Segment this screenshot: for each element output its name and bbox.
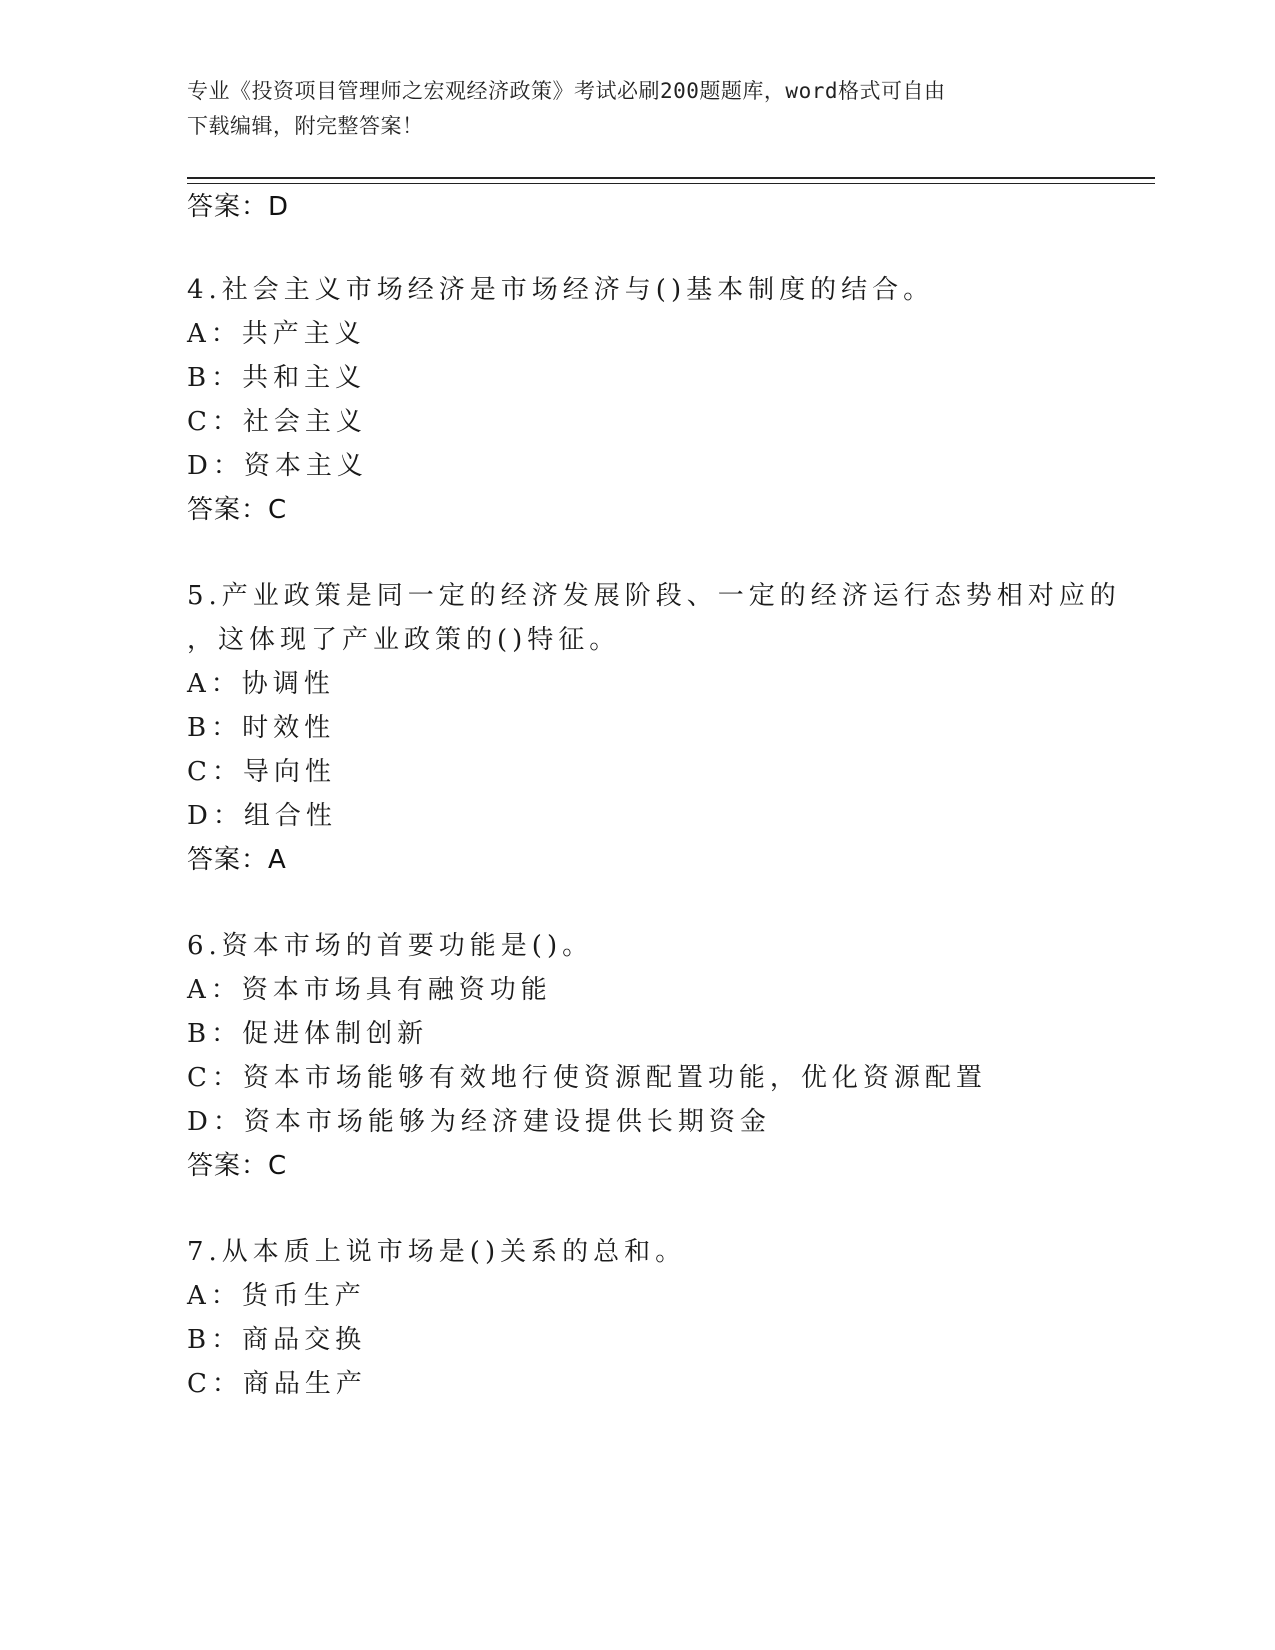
option-a: A：共产主义 [187, 319, 366, 349]
option-d: D：资本市场能够为经济建设提供长期资金 [187, 1107, 771, 1137]
answer-line: 答案：A [187, 845, 287, 875]
answer-line: 答案：D [187, 192, 290, 222]
header-divider-thin [187, 183, 1155, 184]
question-stem: 5.产业政策是同一定的经济发展阶段、一定的经济运行态势相对应的 [187, 581, 1121, 611]
option-b: B：共和主义 [187, 363, 367, 393]
option-a: A：资本市场具有融资功能 [187, 975, 552, 1005]
question-stem: 7.从本质上说市场是()关系的总和。 [187, 1237, 687, 1267]
option-c: C：导向性 [187, 757, 336, 787]
option-b: B：商品交换 [187, 1325, 367, 1355]
option-a: A：协调性 [187, 669, 335, 699]
option-d: D：资本主义 [187, 451, 368, 481]
document-header [187, 74, 1067, 144]
option-a: A：货币生产 [187, 1281, 366, 1311]
header-divider [187, 177, 1155, 179]
header-line-2: 下载编辑，附完整答案！ [187, 114, 424, 138]
answer-line: 答案：C [187, 495, 288, 525]
option-b: B：时效性 [187, 713, 336, 743]
option-b: B：促进体制创新 [187, 1019, 429, 1049]
question-stem: 6.资本市场的首要功能是()。 [187, 931, 594, 961]
answer-line: 答案：C [187, 1151, 288, 1181]
option-c: C：社会主义 [187, 407, 367, 437]
question-stem-continued: ，这体现了产业政策的()特征。 [187, 625, 621, 655]
header-line-1: 专业《投资项目管理师之宏观经济政策》考试必刷200题题库，word格式可自由 [187, 79, 946, 103]
question-stem: 4.社会主义市场经济是市场经济与()基本制度的结合。 [187, 275, 935, 305]
option-c: C：资本市场能够有效地行使资源配置功能，优化资源配置 [187, 1063, 987, 1093]
option-c: C：商品生产 [187, 1369, 367, 1399]
option-d: D：组合性 [187, 801, 337, 831]
